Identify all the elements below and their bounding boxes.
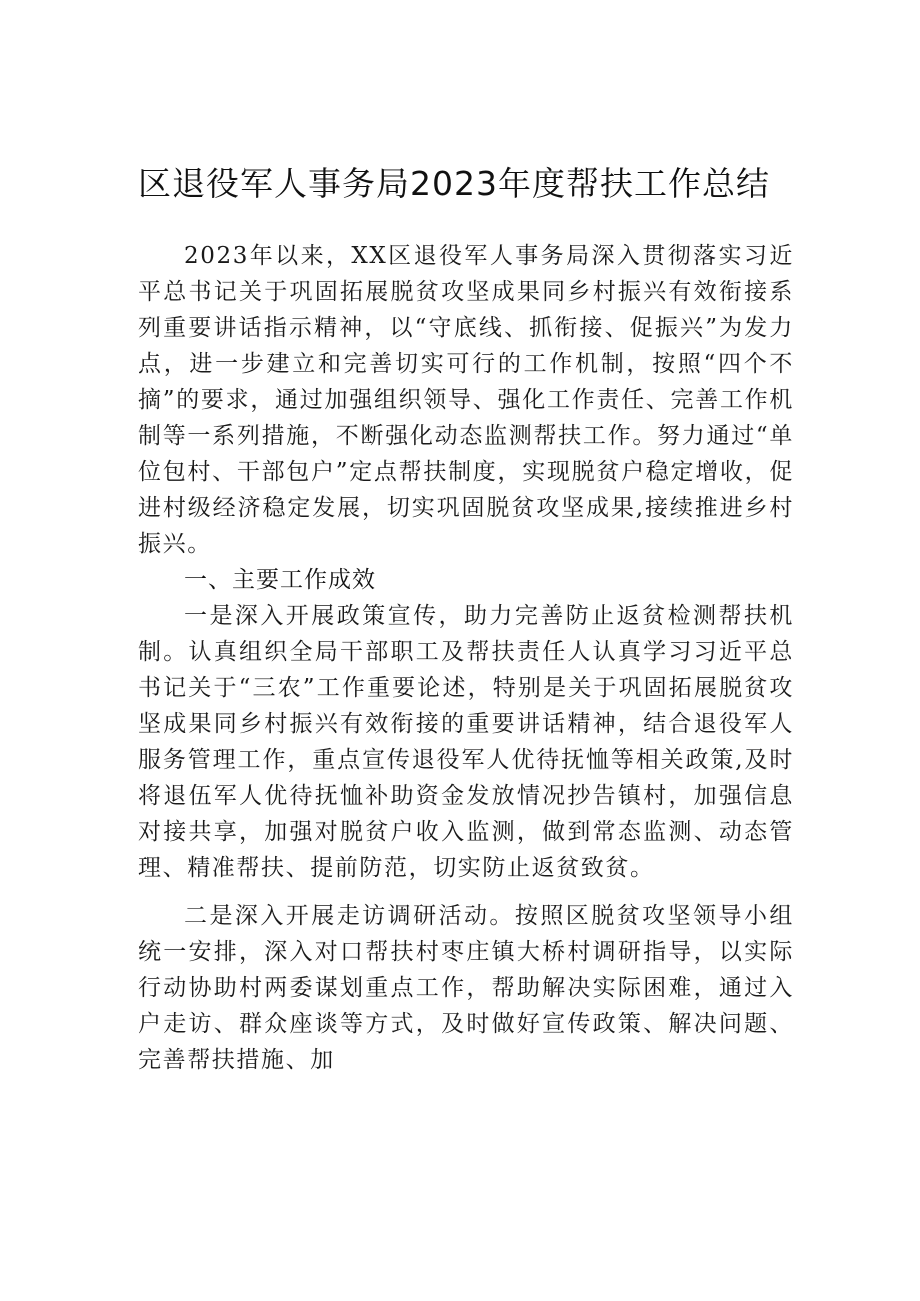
document-body [138, 238, 794, 1078]
intro-paragraph: 2023年以来，XX区退役军人事务局深入贯彻落实习近平总书记关于巩固拓展脱贫攻坚成果同乡村振兴有效衔接系列重要讲话指示精神，以“守底线、抓衔接、促振兴”为发力点，进一步建立和完善切实可行的工作机制，按照“四个不摘”的要求，通过加强组织领导、强化工作责任、完善工作机制等一系列措施，不断强化动态监测帮扶工作。努力通过“单位包村、干部包户”定点帮扶制度，实现脱贫户稳定增收，促进村级经济稳定发展，切实巩固脱贫攻坚成果,接续推进乡村振兴。 [138, 243, 794, 557]
body-paragraph-2: 二是深入开展走访调研活动。按照区脱贫攻坚领导小组统一安排，深入对口帮扶村枣庄镇大桥村调研指导，以实际行动协助村两委谋划重点工作，帮助解决实际困难，通过入户走访、群众座谈等方式，及时做好宣传政策、解决问题、完善帮扶措施、加 [138, 903, 794, 1073]
body-paragraph-1: 一是深入开展政策宣传，助力完善防止返贫检测帮扶机制。认真组织全局干部职工及帮扶责任人认真学习习近平总书记关于“三农”工作重要论述，特别是关于巩固拓展脱贫攻坚成果同乡村振兴有效衔接的重要讲话精神，结合退役军人服务管理工作，重点宣传退役军人优待抚恤等相关政策,及时将退伍军人优待抚恤补助资金发放情况抄告镇村，加强信息对接共享，加强对脱贫户收入监测，做到常态监测、动态管理、精准帮扶、提前防范，切实防止返贫致贫。 [138, 603, 794, 881]
section-heading: 一、主要工作成效 [184, 567, 376, 593]
document-title: 区退役军人事务局2023年度帮扶工作总结 [138, 164, 770, 203]
